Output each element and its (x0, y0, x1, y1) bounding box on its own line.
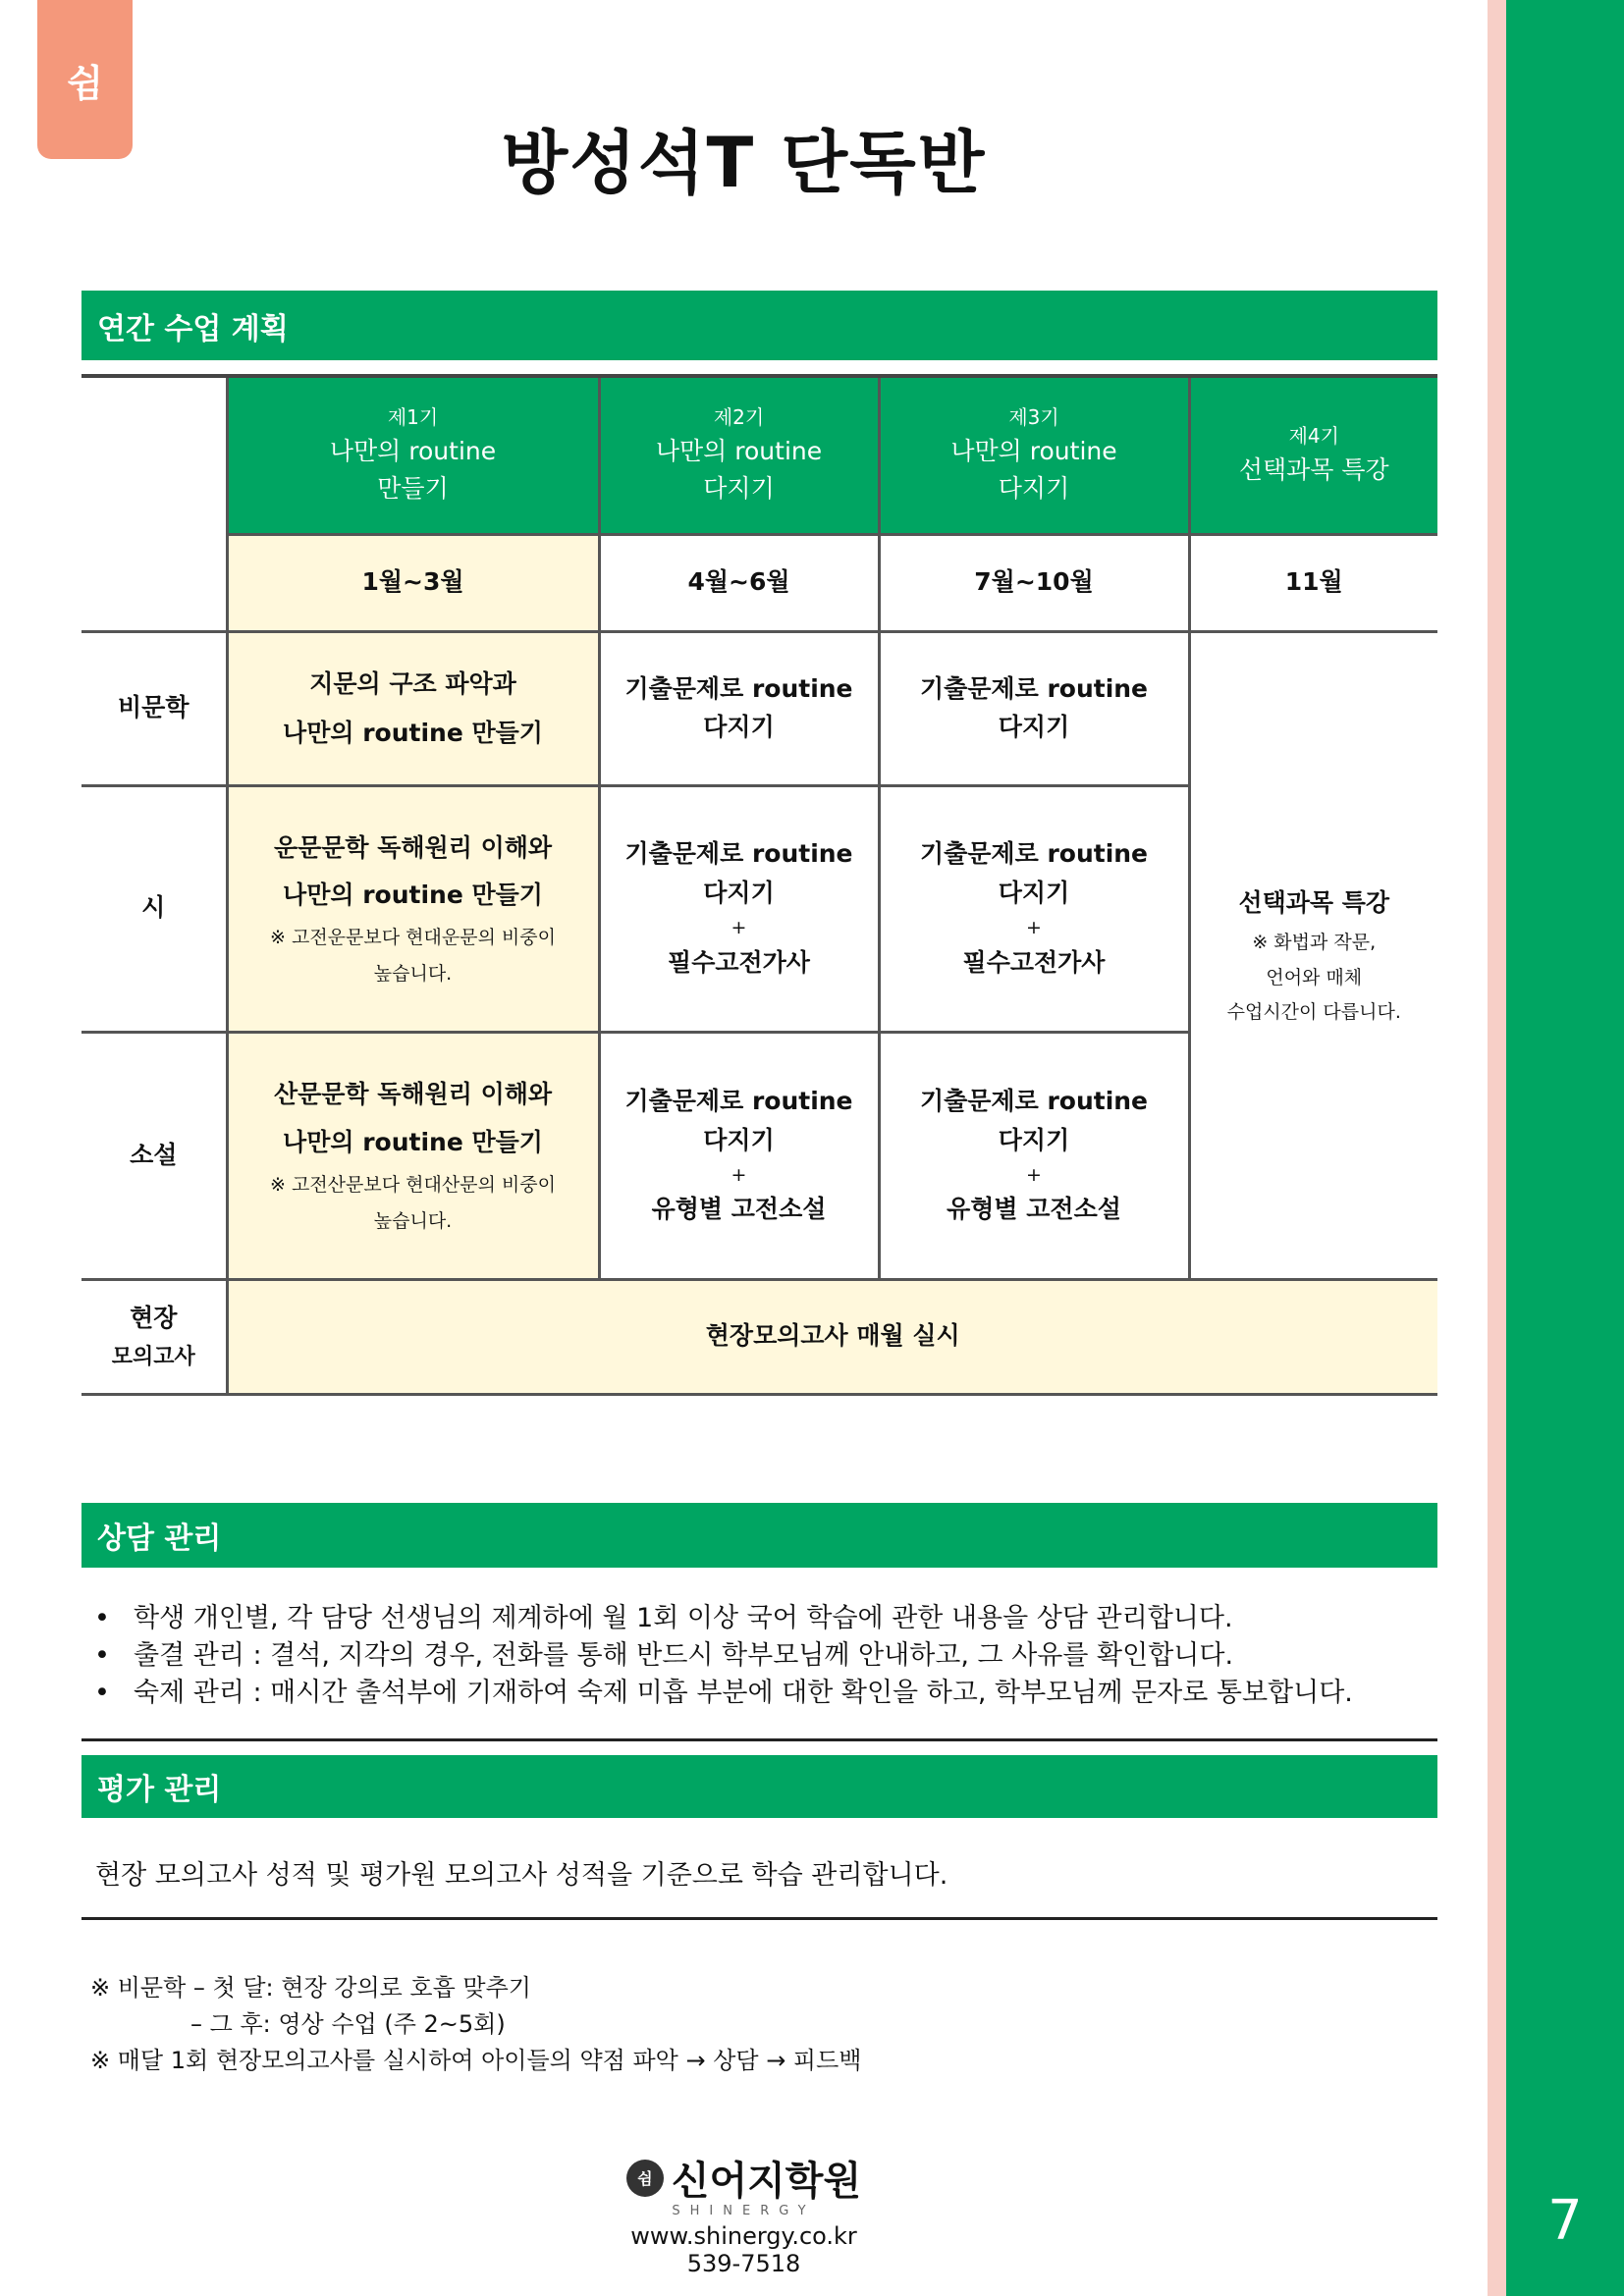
table-corner (81, 376, 227, 631)
section-counsel-title: 상담 관리 (81, 1503, 1437, 1568)
row-label-poetry: 시 (81, 785, 227, 1032)
footer (0, 2150, 1488, 2277)
list-item: • 학생 개인별, 각 담당 선생님의 제계하에 월 1회 이상 국어 학습에 관한 내용을 상담 관리합니다. (90, 1600, 1353, 1637)
cell-fiction-t2: 기출문제로 routine 다지기 + 유형별 고전소설 (599, 1032, 879, 1279)
term-header-4: 제4기 선택과목 특강 (1189, 376, 1437, 534)
term-header-1: 제1기 나만의 routine 만들기 (227, 376, 599, 534)
eval-text: 현장 모의고사 성적 및 평가원 모의고사 성적을 기준으로 학습 관리합니다. (95, 1860, 948, 1891)
cell-poetry-t2: 기출문제로 routine 다지기 + 필수고전가사 (599, 785, 879, 1032)
cell-poetry-t1: 운문문학 독해원리 이해와 나만의 routine 만들기 ※ 고전운문보다 현대운문의 비중이 높습니다. (227, 785, 599, 1032)
brand-logo-icon: 쉼 (626, 2160, 664, 2197)
page-number: 7 (1547, 2189, 1583, 2253)
divider (81, 1917, 1437, 1920)
note-line: ※ 비문학 – 첫 달: 현장 강의로 호흡 맞추기 (90, 1974, 531, 2002)
annual-plan-table (81, 374, 1437, 1396)
footer-url: www.shinergy.co.kr (630, 2222, 857, 2250)
cell-fiction-t1: 산문문학 독해원리 이해와 나만의 routine 만들기 ※ 고전산문보다 현대산문의 비중이 높습니다. (227, 1032, 599, 1279)
note-line: ※ 매달 1회 현장모의고사를 실시하여 아이들의 약점 파악 → 상담 → 피드백 (90, 2047, 862, 2075)
section-plan-title: 연간 수업 계획 (81, 291, 1437, 360)
list-item: • 숙제 관리 : 매시간 출석부에 기재하여 숙제 미흡 부분에 대한 확인을 하고, 학부모님께 문자로 통보합니다. (90, 1675, 1353, 1712)
row-label-nonfiction: 비문학 (81, 631, 227, 785)
term-months-2: 4월~6월 (599, 534, 879, 631)
term-header-2: 제2기 나만의 routine 다지기 (599, 376, 879, 534)
notes (90, 1970, 861, 2080)
row-label-fiction: 소설 (81, 1032, 227, 1279)
cell-nonfiction-t3: 기출문제로 routine 다지기 (879, 631, 1189, 785)
note-line: – 그 후: 영상 수업 (주 2~5회) (190, 2010, 506, 2039)
term-months-1: 1월~3월 (227, 534, 599, 631)
term-months-4: 11월 (1189, 534, 1437, 631)
list-item: • 출결 관리 : 결석, 지각의 경우, 전화를 통해 반드시 학부모님께 안내하고, 그 사유를 확인합니다. (90, 1637, 1353, 1675)
row-label-mock-exam: 현장 모의고사 (81, 1279, 227, 1394)
cell-fiction-t3: 기출문제로 routine 다지기 + 유형별 고전소설 (879, 1032, 1189, 1279)
counsel-list (90, 1600, 1353, 1711)
cell-mock-exam: 현장모의고사 매월 실시 (227, 1279, 1437, 1394)
term-months-3: 7월~10월 (879, 534, 1189, 631)
section-eval-title: 평가 관리 (81, 1755, 1437, 1818)
divider (81, 1738, 1437, 1741)
side-stripe-green (1506, 0, 1624, 2296)
cell-nonfiction-t2: 기출문제로 routine 다지기 (599, 631, 879, 785)
term-header-3: 제3기 나만의 routine 다지기 (879, 376, 1189, 534)
footer-phone: 539-7518 (686, 2250, 801, 2277)
side-stripe-pink (1488, 0, 1506, 2296)
cell-nonfiction-t1: 지문의 구조 파악과 나만의 routine 만들기 (227, 631, 599, 785)
brand-sub: SHINERGY (672, 2204, 816, 2218)
cell-elective-t4: 선택과목 특강 ※ 화법과 작문, 언어와 매체 수업시간이 다릅니다. (1189, 631, 1437, 1279)
logo-icon: 쉼 (67, 61, 103, 105)
footer-brand (626, 2150, 861, 2206)
page-title: 방성석T 단독반 (501, 123, 987, 203)
cell-poetry-t3: 기출문제로 routine 다지기 + 필수고전가사 (879, 785, 1189, 1032)
brand-name: 신어지학원 (671, 2159, 862, 2204)
